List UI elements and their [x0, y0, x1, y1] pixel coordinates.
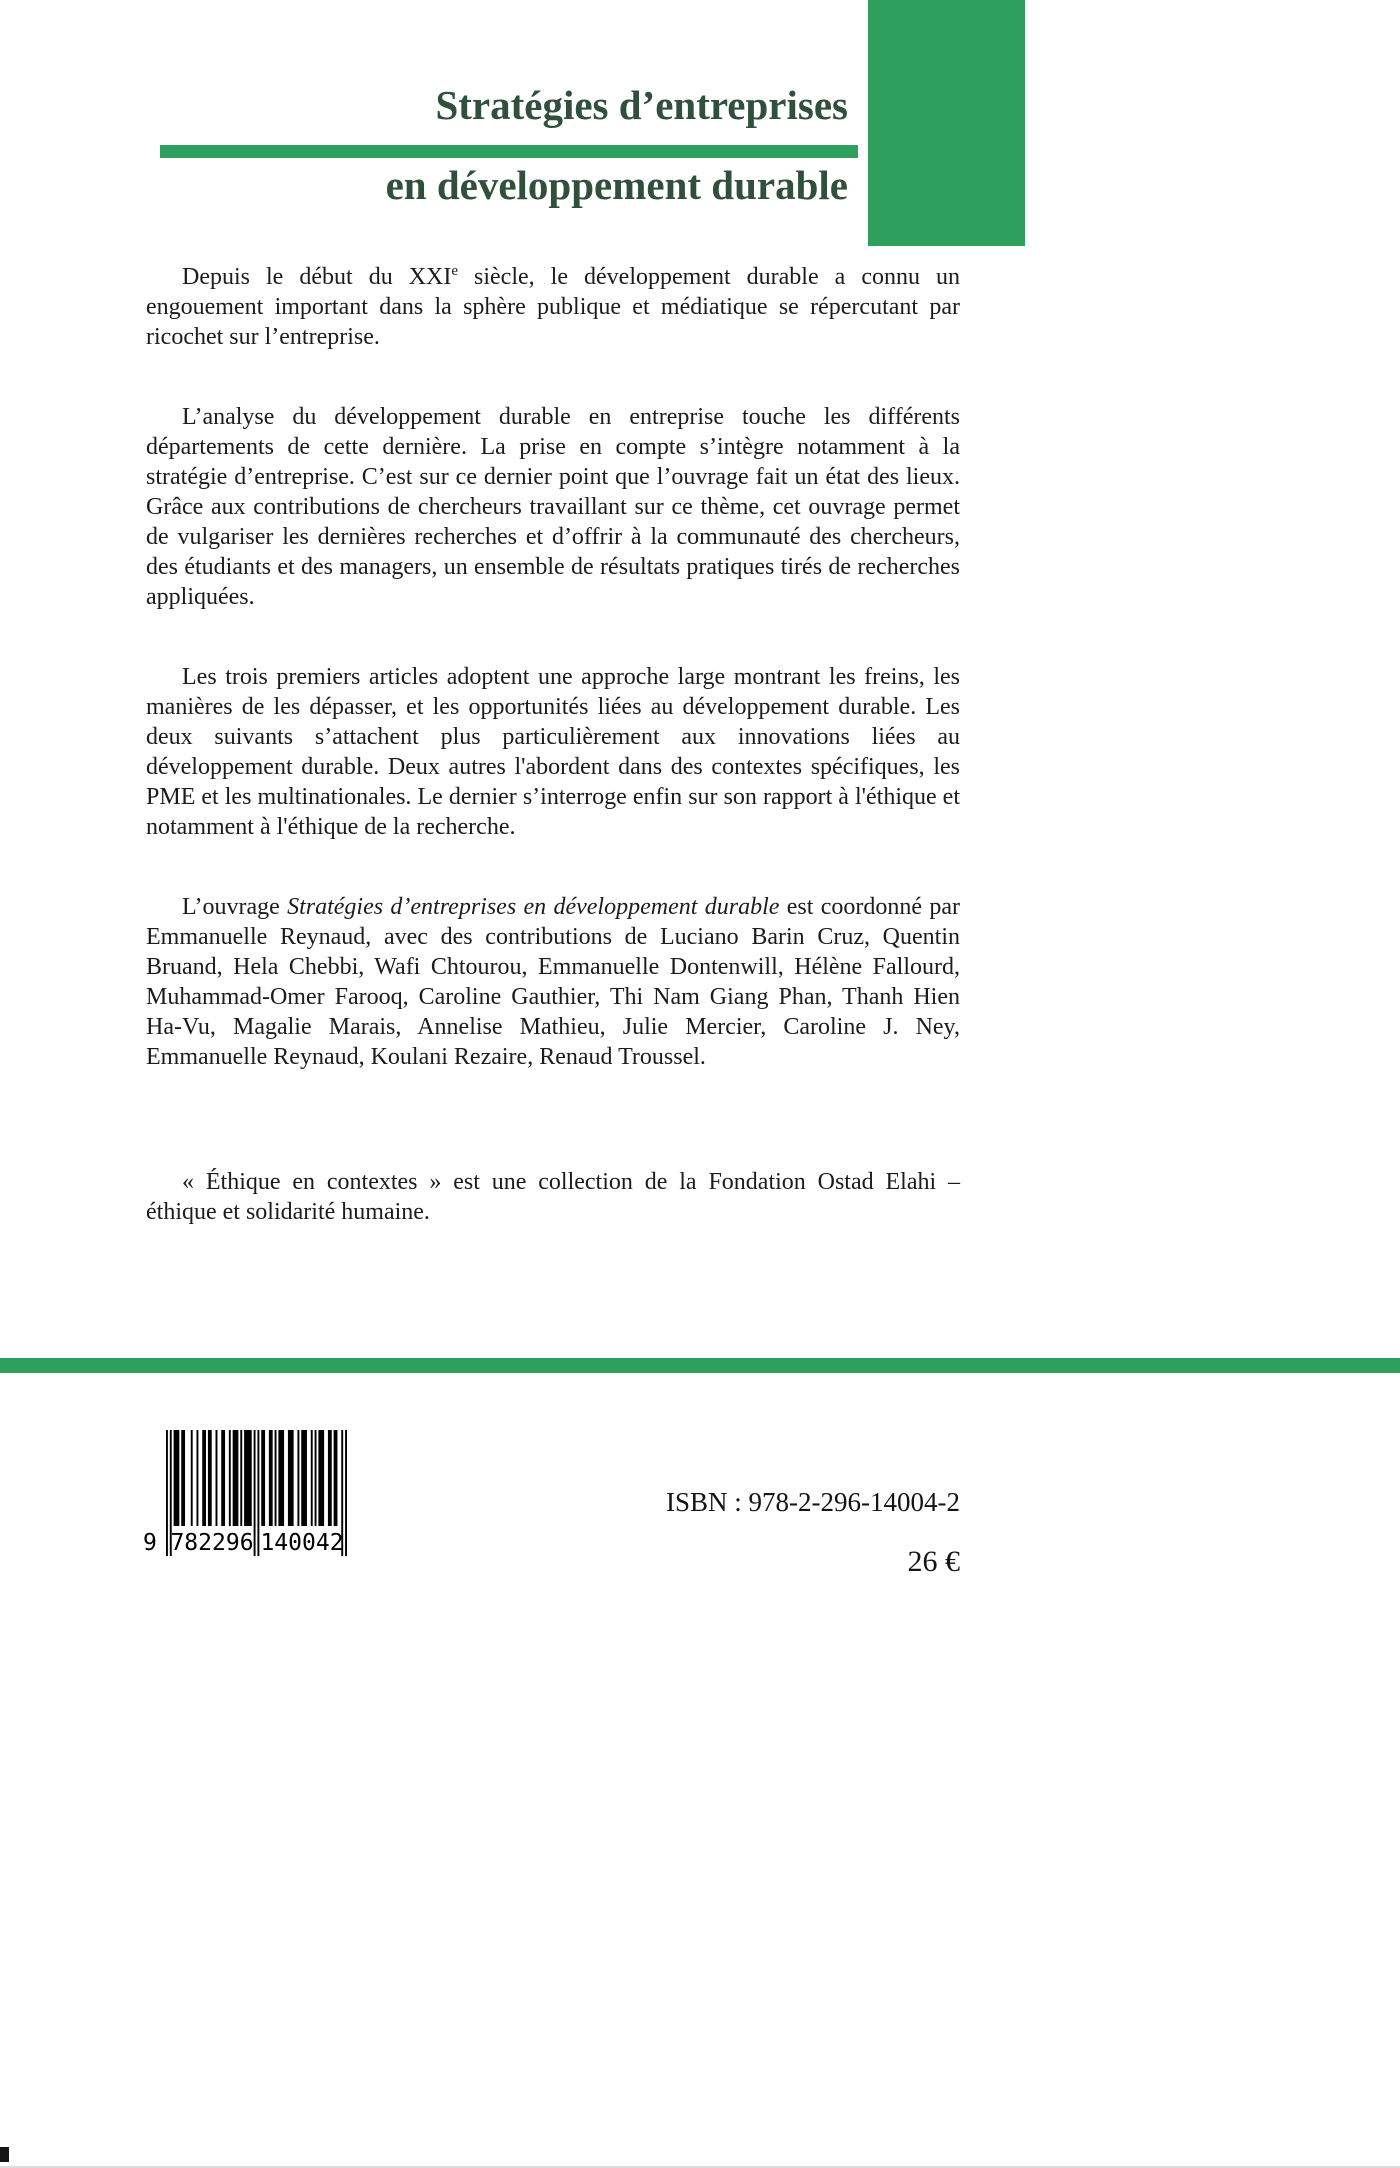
scan-edge-mark — [0, 2147, 9, 2162]
intro-text-start: Depuis le début du XXI — [182, 264, 452, 290]
cover-accent-square — [868, 0, 1025, 246]
price-label: 26 € — [907, 1545, 960, 1578]
superscript-e: e — [451, 263, 458, 279]
isbn-label: ISBN : 978-2-296-14004-2 — [666, 1487, 960, 1517]
paragraph-contributors — [146, 892, 960, 1072]
barcode-digits-right: 140042 — [260, 1530, 344, 1556]
book-title-line-1: Stratégies d’entreprises — [435, 82, 848, 128]
back-cover-text — [146, 262, 960, 1277]
contributors-lead: L’ouvrage — [182, 894, 288, 920]
paragraph-articles: Les trois premiers articles adoptent une approche large montrant les freins, les manières de les dépasser, et les opportunités liées au développement durable. Les deux suivants s’attachent plus particulièrement aux innovations liées au développement durable. Deux autres l'abordent dans des contextes spécifiques, les PME et les multinationales. Le dernier s’interroge enfin sur son rapport à l'éthique et notamment à l'éthique de la recherche. — [146, 664, 960, 840]
paragraph-intro — [146, 262, 960, 352]
paragraph-overview: L’analyse du développement durable en entreprise touche les différents départements de cette dernière. La prise en compte s’intègre notamment à la stratégie d’entreprise. C’est sur ce dernier point que l’ouvrage fait un état des lieux. Grâce aux contributions de chercheurs travaillant sur ce thème, cet ouvrage permet de vulgariser les dernières recherches et d’offrir à la communauté des chercheurs, des étudiants et des managers, un ensemble de résultats pratiques tirés de recherches appliquées. — [146, 404, 960, 610]
book-title-italic: Stratégies d’entreprises en développement durable — [287, 894, 780, 920]
barcode-digit-first: 9 — [143, 1530, 157, 1556]
intro-text-end: siècle, le développement durable a connu un engouement important dans la sphère publique et médiatique se répercutant par ricochet sur l’entreprise. — [146, 264, 960, 350]
title-underline-bar — [160, 145, 858, 158]
ean13-barcode — [140, 1430, 370, 1562]
footer-green-bar — [0, 1358, 1400, 1373]
barcode-digits-left: 782296 — [170, 1530, 254, 1556]
book-title-line-2: en développement durable — [385, 162, 848, 208]
paragraph-collection: « Éthique en contextes » est une collection de la Fondation Ostad Elahi – éthique et solidarité humaine. — [146, 1169, 960, 1225]
contributors-list: est coordonné par Emmanuelle Reynaud, avec des contributions de Luciano Barin Cruz, Quentin Bruand, Hela Chebbi, Wafi Chtourou, Emmanuelle Dontenwill, Hélène Fallourd, Muhammad-Omer Farooq, Caroline Gauthier, Thi Nam Giang Phan, Thanh Hien Ha-Vu, Magalie Marais, Annelise Mathieu, Julie Mercier, Caroline J. Ney, Emmanuelle Reynaud, Koulani Rezaire, Renaud Troussel. — [146, 894, 960, 1070]
